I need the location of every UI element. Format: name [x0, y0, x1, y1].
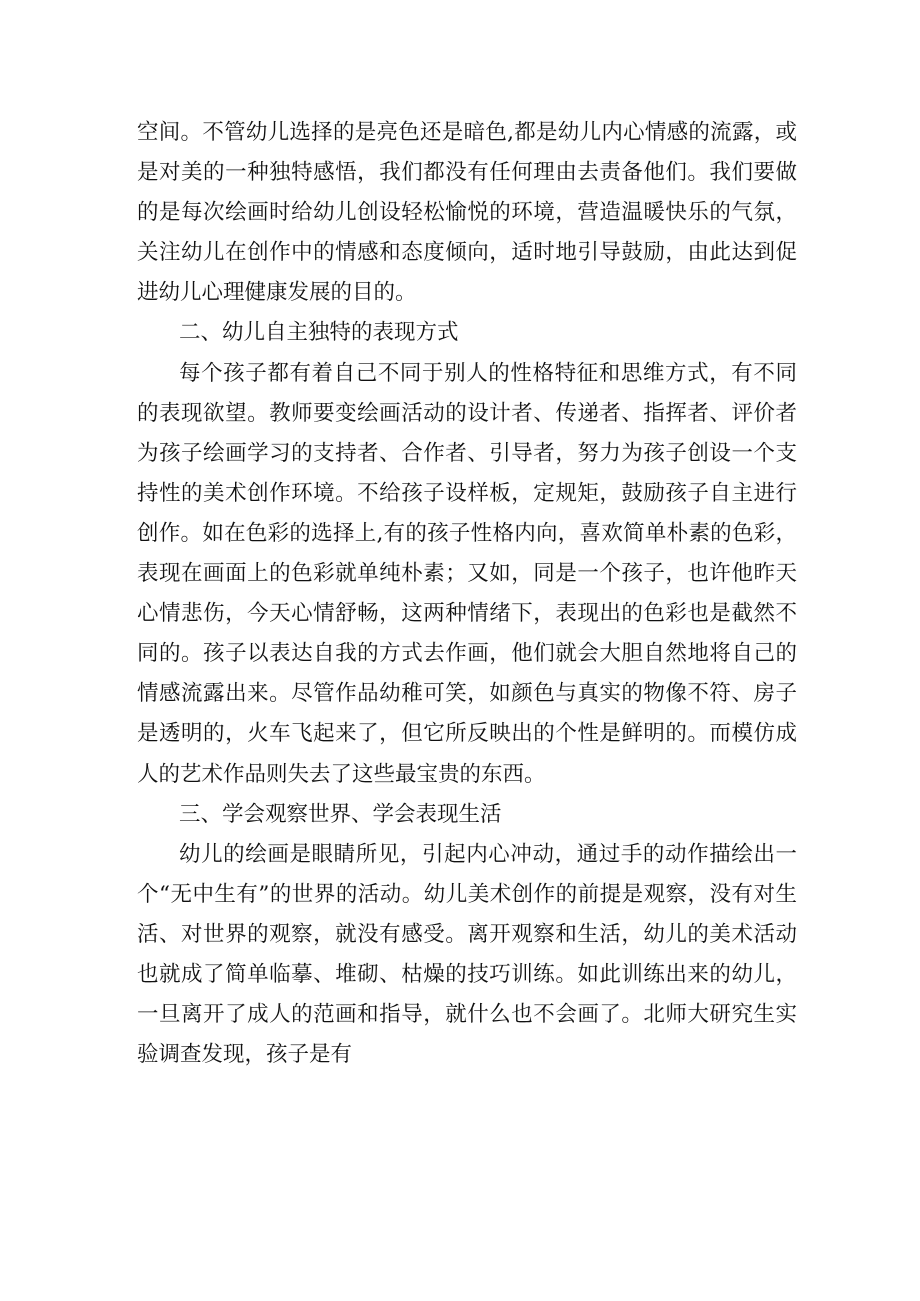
paragraph-section-3: 幼儿的绘画是眼睛所见，引起内心冲动，通过手的动作描绘出一个“无中生有”的世界的活动。幼儿美术创作的前提是观察，没有对生活、对世界的观察，就没有感受。离开观察和生活，幼儿的美术活动也就成了简单临摹、堆砌、枯燥的技巧训练。如此训练出来的幼儿，一旦离开了成人的范画和指导，就什么也不会画了。北师大研究生实验调查发现，孩子是有: [137, 841, 797, 1068]
document-body: [137, 113, 797, 1075]
paragraph-section-2: 每个孩子都有着自己不同于别人的性格特征和思维方式，有不同的表现欲望。教师要变绘画活动的设计者、传递者、指挥者、评价者为孩子绘画学习的支持者、合作者、引导者，努力为孩子创设一个支持性的美术创作环境。不给孩子设样板，定规矩，鼓励孩子自主进行创作。如在色彩的选择上,有的孩子性格内向，喜欢简单朴素的色彩，表现在画面上的色彩就单纯朴素；又如，同是一个孩子，也许他昨天心情悲伤，今天心情舒畅，这两种情绪下，表现出的色彩也是截然不同的。孩子以表达自我的方式去作画，他们就会大胆自然地将自己的情感流露出来。尽管作品幼稚可笑，如颜色与真实的物像不符、房子是透明的，火车飞起来了，但它所反映出的个性是鲜明的。而模仿成人的艺术作品则失去了这些最宝贵的东西。: [137, 360, 797, 787]
paragraph-continuation: 空间。不管幼儿选择的是亮色还是暗色,都是幼儿内心情感的流露，或是对美的一种独特感悟，我们都没有任何理由去责备他们。我们要做的是每次绘画时给幼儿创设轻松愉悦的环境，营造温暖快乐的气氛，关注幼儿在创作中的情感和态度倾向，适时地引导鼓励，由此达到促进幼儿心理健康发展的目的。: [137, 120, 797, 306]
section-heading-3: 三、学会观察世界、学会表现生活: [179, 801, 502, 827]
section-heading-2: 二、幼儿自主独特的表现方式: [179, 320, 459, 346]
